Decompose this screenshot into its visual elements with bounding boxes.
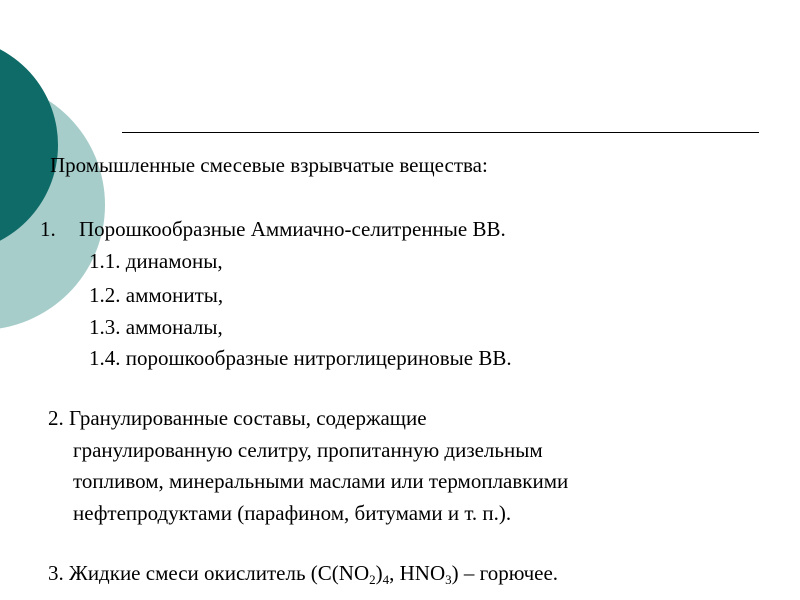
section-1-number: 1. <box>40 217 56 241</box>
section-3-line <box>48 560 558 586</box>
subscript: 3 <box>445 572 452 587</box>
subscript: 4 <box>382 572 390 587</box>
list-item: 1.3. аммоналы, <box>89 315 223 339</box>
slide-heading: Промышленные смесевые взрывчатые вещества: <box>50 153 488 177</box>
section-3-text: , HNO <box>389 561 446 585</box>
section-2-line: топливом, минеральными маслами или термоплавкими <box>73 469 569 493</box>
list-item: 1.1. динамоны, <box>89 249 223 273</box>
subscript: 2 <box>369 572 376 587</box>
section-3-text: ) <box>375 561 383 585</box>
section-2-line: гранулированную селитру, пропитанную дизельным <box>73 438 543 462</box>
title-divider <box>122 132 759 133</box>
section-3-suffix: ) – горючее. <box>451 561 559 585</box>
section-1-title: Порошкообразные Аммиачно-селитренные ВВ. <box>79 217 506 241</box>
section-2-line: 2. Гранулированные составы, содержащие <box>48 406 427 430</box>
list-item: 1.4. порошкообразные нитроглицериновые ВВ. <box>89 346 512 370</box>
section-3-prefix: 3. Жидкие смеси окислитель (С(NO <box>48 561 370 585</box>
section-2-line: нефтепродуктами (парафином, битумами и т. п.). <box>73 501 512 525</box>
list-item: 1.2. аммониты, <box>89 283 224 307</box>
